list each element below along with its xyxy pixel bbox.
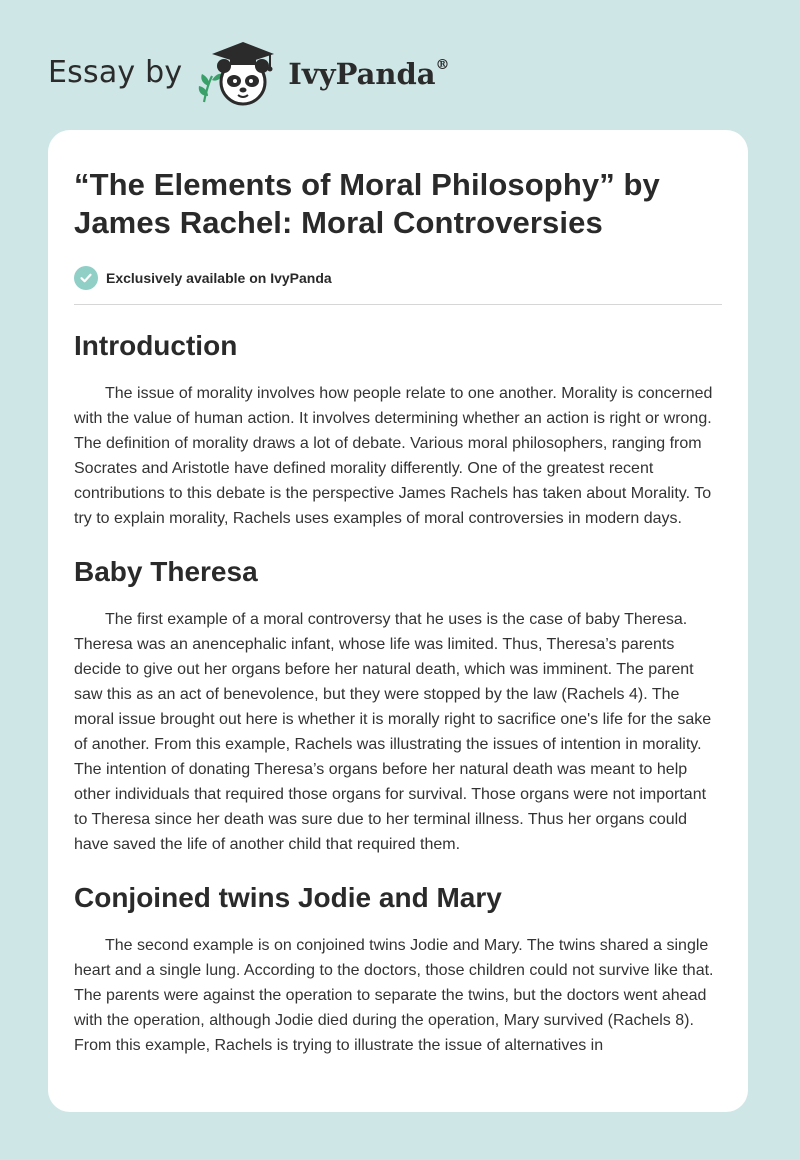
section-conjoined-twins [74, 881, 722, 1058]
essay-card [48, 130, 748, 1112]
panda-graduate-icon[interactable] [196, 36, 284, 108]
section-heading: Conjoined twins Jodie and Mary [74, 882, 502, 913]
section-paragraph: The first example of a moral controversy that he uses is the case of baby Theresa. Theresa was an anencephalic infant, whose life was limited. Thus, Theresa’s parents decide to give out her organs before her natural death, which was imminent. The parent saw this as an act of benevolence, but they were stopped by the law (Rachels 4). The moral issue brought out here is whether it is morally right to sacrifice one's life for the sake of another. From this example, Rachels was illustrating the issues of intention in morality. The intention of donating Theresa’s organs before her natural death was meant to help other individuals that required those organs for survival. Those organs were not important to Theresa since her death was sure due to her terminal illness. Thus her organs could have saved the life of another child that required them. [74, 611, 712, 853]
essay-title: “The Elements of Moral Philosophy” by James Rachel: Moral Controversies [74, 167, 660, 240]
check-circle-icon [74, 266, 98, 290]
registered-mark: ® [435, 57, 450, 74]
site-header [48, 36, 450, 108]
essay-by-label: Essay by [48, 54, 183, 90]
section-paragraph: The second example is on conjoined twins Jodie and Mary. The twins shared a single heart and a single lung. According to the doctors, those children could not survive like that. The parents were against the operation to separate the twins, but the doctors went ahead with the operation, although Jodie died during the operation, Mary survived (Rachels 8). From this example, Rachels is trying to illustrate the issue of alternatives in [74, 937, 714, 1054]
section-heading: Baby Theresa [74, 556, 258, 587]
section-paragraph: The issue of morality involves how people relate to one another. Morality is concerned with the value of human action. It involves determining whether an action is right or wrong. The definition of morality draws a lot of debate. Various moral philosophers, ranging from Socrates and Aristotle have defined morality differently. One of the greatest recent contributions to this debate is the perspective James Rachels has taken about Morality. To try to explain morality, Rachels uses examples of moral controversies in modern days. [74, 385, 713, 527]
exclusive-badge-text: Exclusively available on IvyPanda [106, 270, 332, 286]
brand-name[interactable] [288, 57, 449, 91]
exclusive-badge [74, 266, 722, 290]
brand-name-text: IvyPanda [288, 57, 436, 91]
section-heading: Introduction [74, 330, 238, 361]
section-baby-theresa [74, 555, 722, 857]
title-divider [74, 304, 722, 305]
section-introduction [74, 329, 722, 531]
